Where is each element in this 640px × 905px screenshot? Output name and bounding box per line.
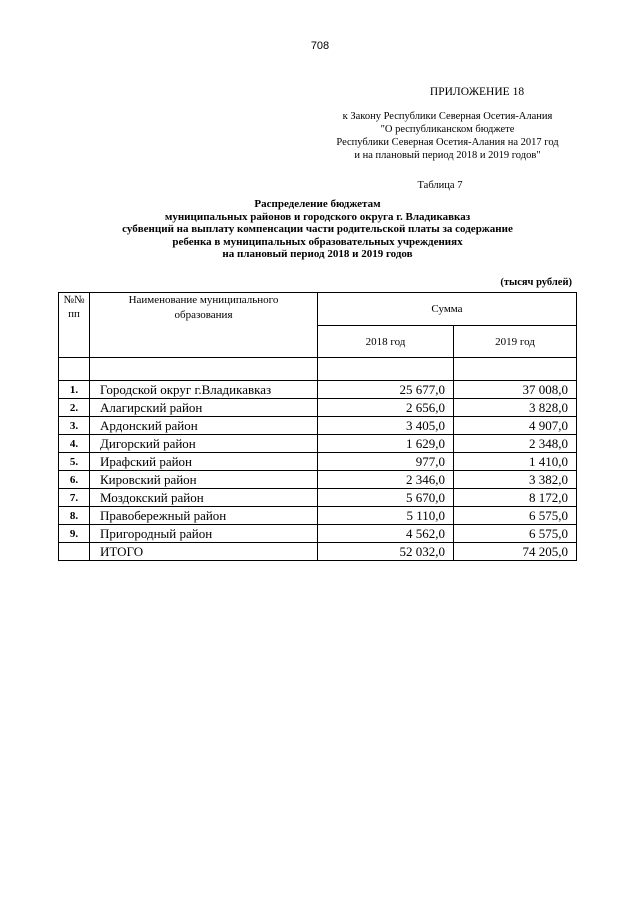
- appendix-title: ПРИЛОЖЕНИЕ 18: [429, 86, 525, 98]
- row-number: 3.: [59, 417, 90, 435]
- row-value-2018: 5 110,0: [318, 507, 454, 525]
- total-value-2018: 52 032,0: [318, 543, 454, 561]
- row-number: 1.: [59, 381, 90, 399]
- row-number: 9.: [59, 525, 90, 543]
- heading-line: субвенций на выплату компенсации части родительской платы за содержание: [122, 223, 513, 236]
- row-value-2019: 3 828,0: [454, 399, 577, 417]
- table-label: Таблица 7: [417, 180, 463, 191]
- row-name: Алагирский район: [90, 399, 318, 417]
- heading-line: ребенка в муниципальных образовательных учреждениях: [172, 235, 463, 248]
- row-value-2019: 37 008,0: [454, 381, 577, 399]
- row-name: Ардонский район: [90, 417, 318, 435]
- row-name: Пригородный район: [90, 525, 318, 543]
- total-label: ИТОГО: [90, 543, 318, 561]
- row-value-2019: 3 382,0: [454, 471, 577, 489]
- header-number-line2: пп: [68, 308, 80, 320]
- document-heading: [60, 198, 575, 261]
- header-number-line1: №№: [63, 294, 85, 306]
- header-name-line1: Наименование муниципального: [128, 294, 279, 306]
- law-reference-line: Республики Северная Осетия-Алания на 2017 год: [336, 137, 559, 148]
- row-value-2018: 2 656,0: [318, 399, 454, 417]
- header-sum: Сумма: [318, 293, 577, 326]
- header-name: [90, 293, 318, 358]
- heading-line: Распределение бюджетам: [254, 198, 381, 210]
- page-number: 708: [310, 40, 330, 52]
- units-label: (тысяч рублей): [500, 277, 572, 288]
- total-number-cell: [59, 543, 90, 561]
- row-name: Дигорский район: [90, 435, 318, 453]
- table-row: [59, 399, 577, 417]
- row-number: 7.: [59, 489, 90, 507]
- law-reference-line: "О республиканском бюджете: [380, 124, 515, 135]
- row-value-2018: 25 677,0: [318, 381, 454, 399]
- law-reference-line: к Закону Республики Северная Осетия-Алания: [342, 111, 553, 122]
- row-value-2019: 1 410,0: [454, 453, 577, 471]
- row-value-2018: 3 405,0: [318, 417, 454, 435]
- law-reference: [315, 110, 580, 162]
- row-value-2019: 6 575,0: [454, 507, 577, 525]
- row-number: 4.: [59, 435, 90, 453]
- row-value-2019: 6 575,0: [454, 525, 577, 543]
- row-name: Кировский район: [90, 471, 318, 489]
- total-row: [59, 543, 577, 561]
- table-row: [59, 417, 577, 435]
- row-value-2019: 4 907,0: [454, 417, 577, 435]
- header-year-2019: 2019 год: [454, 326, 577, 358]
- distribution-table: [58, 292, 577, 561]
- row-number: 5.: [59, 453, 90, 471]
- row-value-2019: 2 348,0: [454, 435, 577, 453]
- total-value-2019: 74 205,0: [454, 543, 577, 561]
- row-value-2019: 8 172,0: [454, 489, 577, 507]
- header-number: [59, 293, 90, 358]
- heading-line: на плановый период 2018 и 2019 годов: [222, 248, 413, 261]
- table-row: [59, 507, 577, 525]
- row-number: 2.: [59, 399, 90, 417]
- header-year-2018: 2018 год: [318, 326, 454, 358]
- row-name: Городской округ г.Владикавказ: [90, 381, 318, 399]
- table-row: [59, 489, 577, 507]
- row-number: 6.: [59, 471, 90, 489]
- spacer-row: [59, 358, 577, 381]
- row-name: Ирафский район: [90, 453, 318, 471]
- row-value-2018: 4 562,0: [318, 525, 454, 543]
- heading-line: муниципальных районов и городского округа г. Владикавказ: [164, 210, 471, 223]
- table-row: [59, 381, 577, 399]
- table-row: [59, 453, 577, 471]
- row-value-2018: 1 629,0: [318, 435, 454, 453]
- table-row: [59, 471, 577, 489]
- row-name: Правобережный район: [90, 507, 318, 525]
- header-name-line2: образования: [174, 309, 233, 321]
- table-row: [59, 435, 577, 453]
- law-reference-line: и на плановый период 2018 и 2019 годов": [354, 150, 541, 161]
- row-value-2018: 5 670,0: [318, 489, 454, 507]
- row-value-2018: 977,0: [318, 453, 454, 471]
- table-row: [59, 525, 577, 543]
- row-value-2018: 2 346,0: [318, 471, 454, 489]
- row-name: Моздокский район: [90, 489, 318, 507]
- row-number: 8.: [59, 507, 90, 525]
